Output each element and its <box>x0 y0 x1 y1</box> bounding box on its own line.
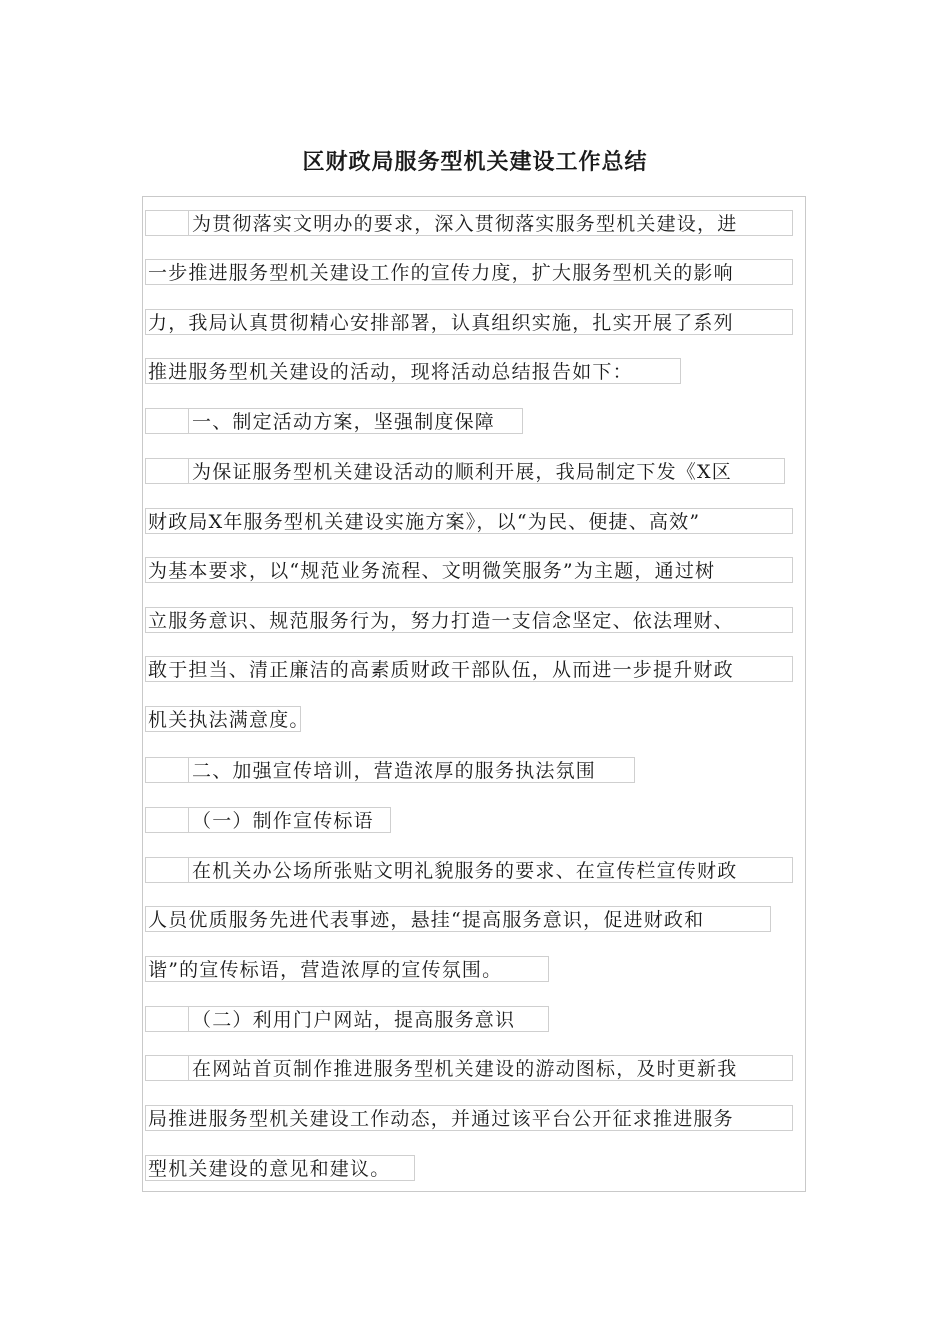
paragraph-2-line-6: 机关执法满意度。 <box>145 706 301 732</box>
paragraph-2-line-4: 立服务意识、规范服务行为，努力打造一支信念坚定、依法理财、 <box>145 607 793 633</box>
paragraph-2-line-5: 敢于担当、清正廉洁的高素质财政干部队伍，从而进一步提升财政 <box>145 656 793 682</box>
section-heading-1: 一、制定活动方案，坚强制度保障 <box>145 408 523 434</box>
document-title: 区财政局服务型机关建设工作总结 <box>302 149 648 175</box>
paragraph-2-line-1: 为保证服务型机关建设活动的顺利开展，我局制定下发《X区 <box>145 458 785 484</box>
subsection-heading-2: （二）利用门户网站，提高服务意识 <box>145 1006 549 1032</box>
paragraph-3-line-3: 谐”的宣传标语，营造浓厚的宣传氛围。 <box>145 956 549 982</box>
paragraph-1-line-4: 推进服务型机关建设的活动，现将活动总结报告如下： <box>145 358 681 384</box>
section-heading-2: 二、加强宣传培训，营造浓厚的服务执法氛围 <box>145 757 635 783</box>
paragraph-4-line-3: 型机关建设的意见和建议。 <box>145 1155 415 1181</box>
paragraph-2-line-3: 为基本要求，以“规范业务流程、文明微笑服务”为主题，通过树 <box>145 557 793 583</box>
paragraph-1-line-3: 力，我局认真贯彻精心安排部署，认真组织实施，扎实开展了系列 <box>145 309 793 335</box>
subsection-heading-1: （一）制作宣传标语 <box>145 807 391 833</box>
paragraph-3-line-1: 在机关办公场所张贴文明礼貌服务的要求、在宣传栏宣传财政 <box>145 857 793 883</box>
content-frame <box>142 196 806 1192</box>
paragraph-1-line-1: 为贯彻落实文明办的要求，深入贯彻落实服务型机关建设，进 <box>145 210 793 236</box>
paragraph-2-line-2: 财政局X年服务型机关建设实施方案》，以“为民、便捷、高效” <box>145 508 793 534</box>
paragraph-3-line-2: 人员优质服务先进代表事迹，悬挂“提高服务意识，促进财政和 <box>145 906 771 932</box>
paragraph-4-line-1: 在网站首页制作推进服务型机关建设的游动图标，及时更新我 <box>145 1055 793 1081</box>
paragraph-4-line-2: 局推进服务型机关建设工作动态，并通过该平台公开征求推进服务 <box>145 1105 793 1131</box>
paragraph-1-line-2: 一步推进服务型机关建设工作的宣传力度，扩大服务型机关的影响 <box>145 259 793 285</box>
